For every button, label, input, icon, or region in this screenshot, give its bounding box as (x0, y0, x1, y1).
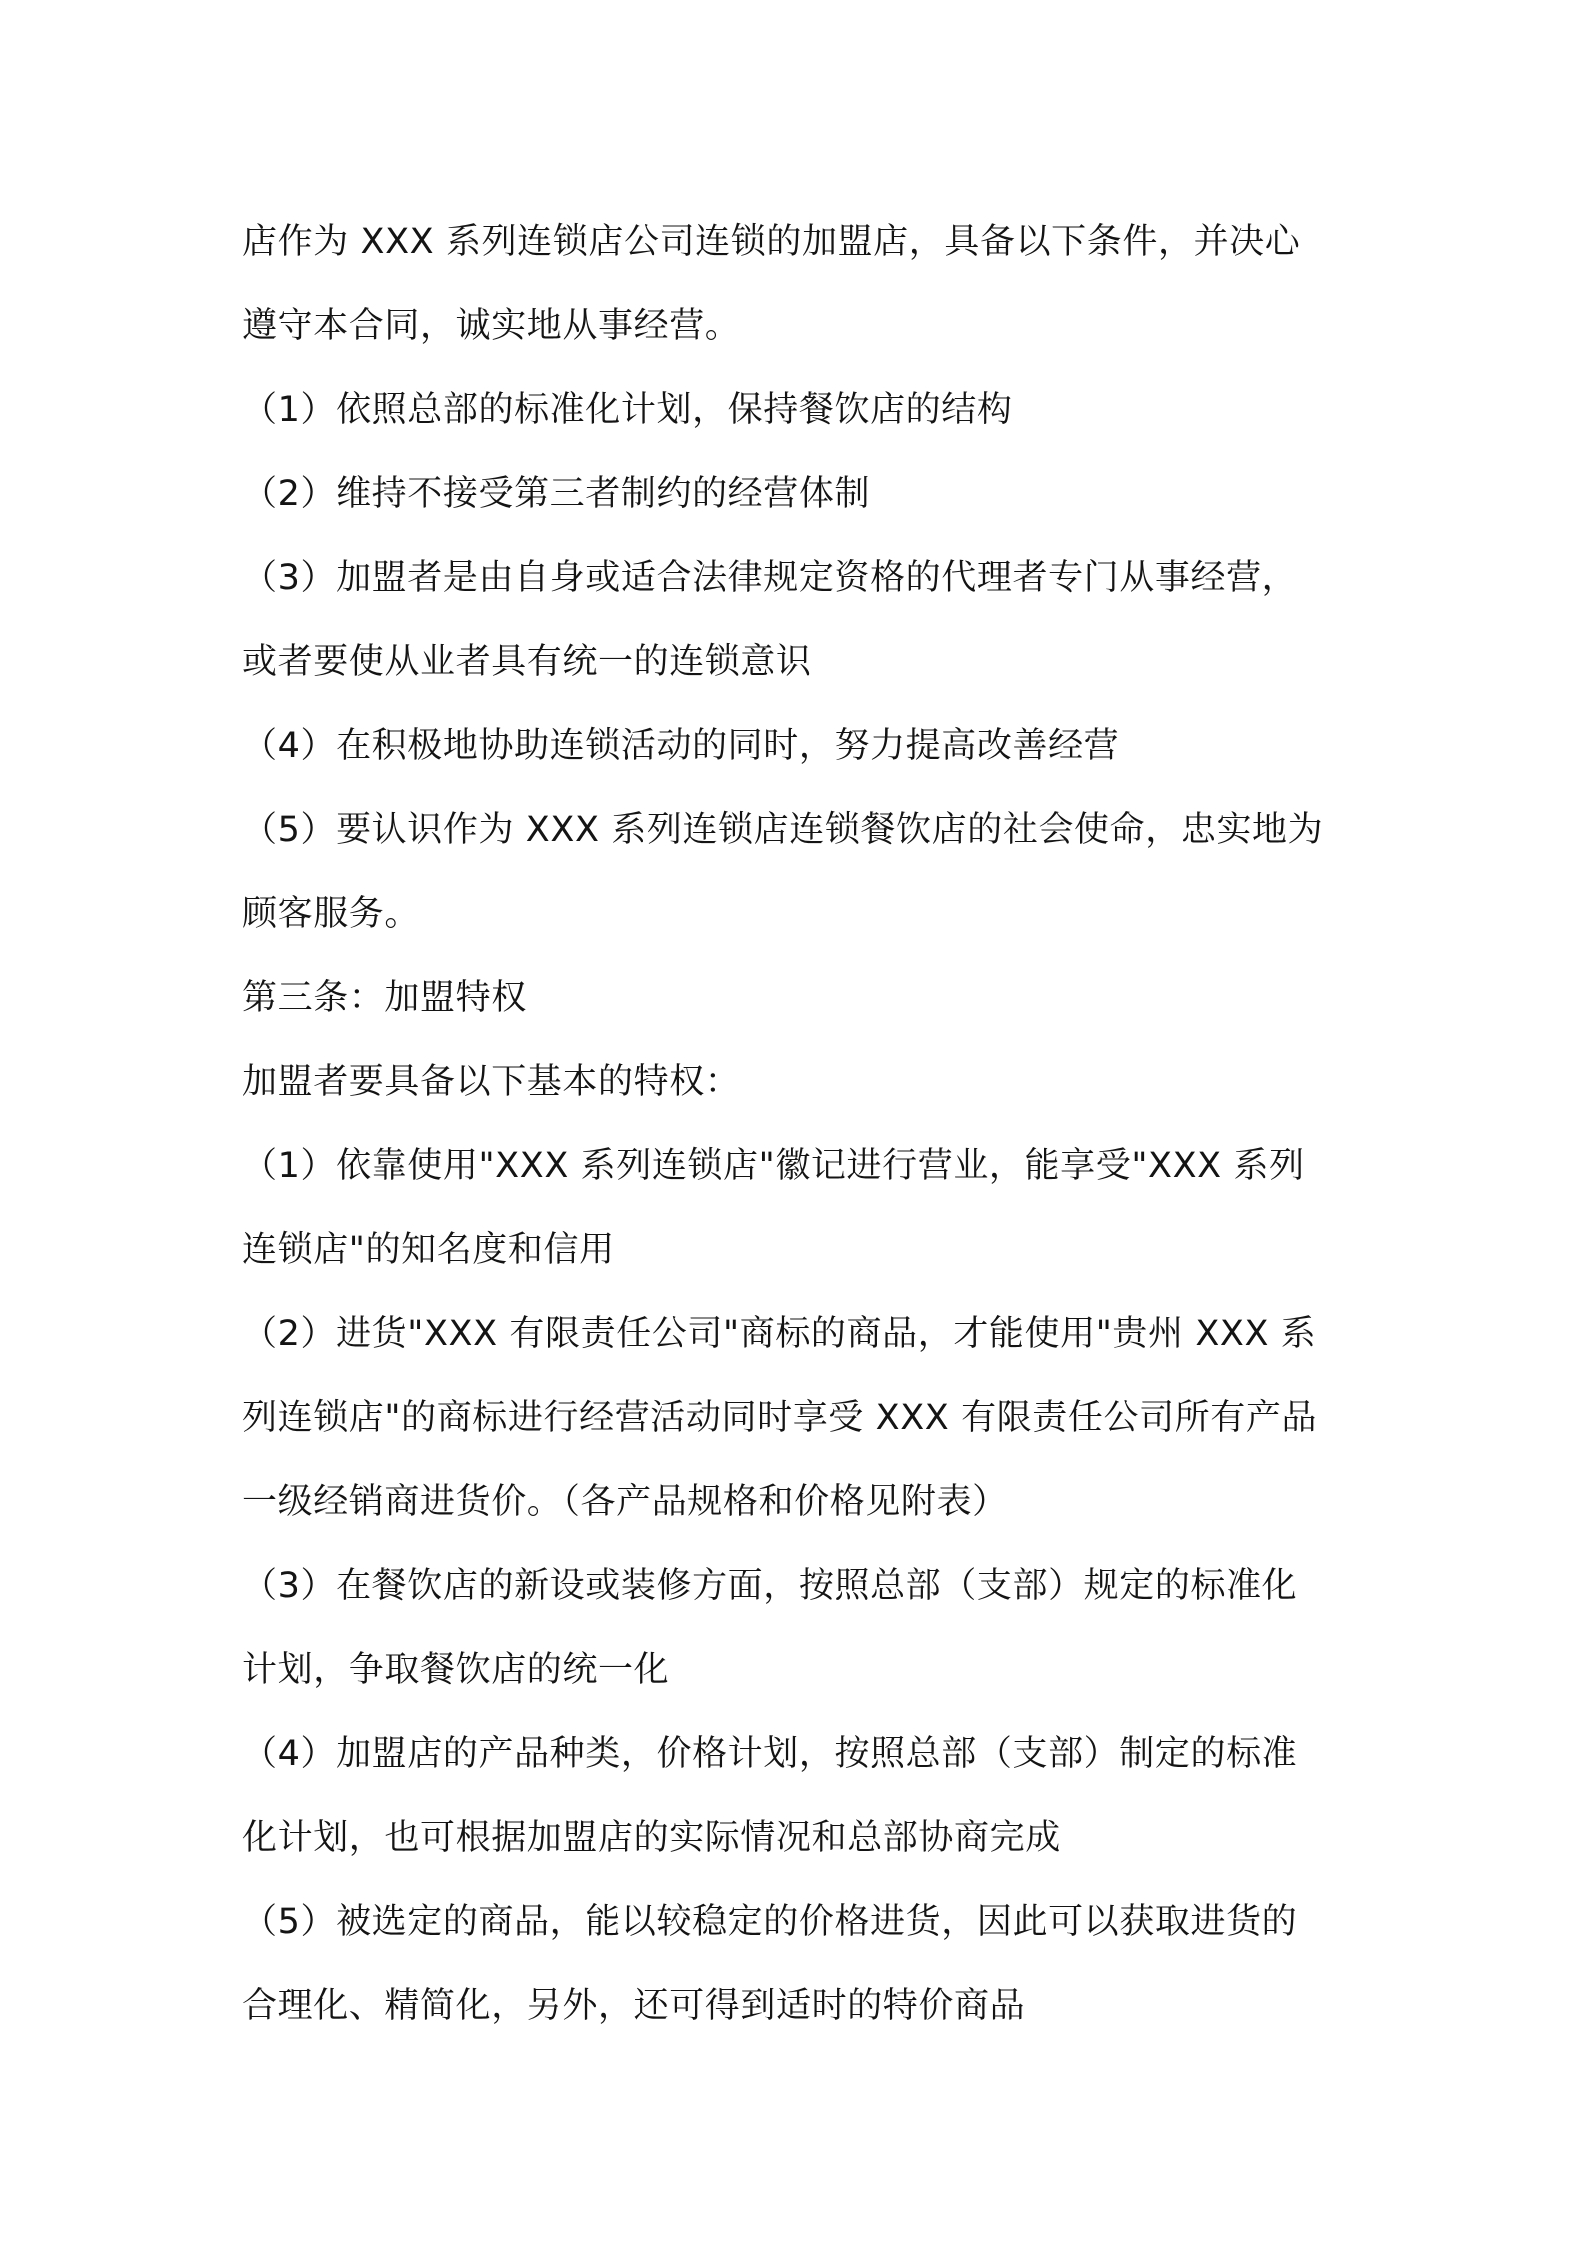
document-body (242, 200, 1362, 2048)
text-line: 计划，争取餐饮店的统一化 (242, 1650, 670, 1690)
section-heading-article-3 (242, 956, 1362, 1040)
text-line: （4）加盟店的产品种类，价格计划，按照总部（支部）制定的标准 (242, 1734, 1298, 1774)
list-item-privilege-3 (242, 1544, 1362, 1712)
text-line: （4）在积极地协助连锁活动的同时，努力提高改善经营 (242, 726, 1120, 766)
text-line: （2）进货"XXX 有限责任公司"商标的商品，才能使用"贵州 XXX 系 (242, 1314, 1317, 1354)
text-line: 加盟者要具备以下基本的特权： (242, 1062, 741, 1102)
text-line: 店作为 XXX 系列连锁店公司连锁的加盟店，具备以下条件，并决心 (242, 222, 1301, 262)
text-line: 或者要使从业者具有统一的连锁意识 (242, 642, 812, 682)
text-line: （3）加盟者是由自身或适合法律规定资格的代理者专门从事经营， (242, 558, 1298, 598)
text-line: （3）在餐饮店的新设或装修方面，按照总部（支部）规定的标准化 (242, 1566, 1298, 1606)
list-item-privilege-2 (242, 1292, 1362, 1544)
list-item-condition-1 (242, 368, 1362, 452)
paragraph-privileges-intro (242, 1040, 1362, 1124)
text-line: 列连锁店"的商标进行经营活动同时享受 XXX 有限责任公司所有产品 (242, 1398, 1318, 1438)
paragraph-franchise-conditions-intro (242, 200, 1362, 368)
text-line: （2）维持不接受第三者制约的经营体制 (242, 474, 871, 514)
list-item-condition-3 (242, 536, 1362, 704)
text-line: 顾客服务。 (242, 894, 421, 934)
text-line: （5）被选定的商品，能以较稳定的价格进货，因此可以获取进货的 (242, 1902, 1298, 1942)
text-line: （1）依靠使用"XXX 系列连锁店"徽记进行营业，能享受"XXX 系列 (242, 1146, 1305, 1186)
text-line: （1）依照总部的标准化计划，保持餐饮店的结构 (242, 390, 1013, 430)
text-line: （5）要认识作为 XXX 系列连锁店连锁餐饮店的社会使命，忠实地为 (242, 810, 1324, 850)
list-item-condition-4 (242, 704, 1362, 788)
text-line: 遵守本合同，诚实地从事经营。 (242, 306, 741, 346)
list-item-condition-2 (242, 452, 1362, 536)
text-line: 一级经销商进货价。（各产品规格和价格见附表） (242, 1482, 1008, 1522)
list-item-privilege-4 (242, 1712, 1362, 1880)
list-item-privilege-5 (242, 1880, 1362, 2048)
heading-line: 第三条：加盟特权 (242, 978, 527, 1018)
list-item-condition-5 (242, 788, 1362, 956)
text-line: 连锁店"的知名度和信用 (242, 1230, 615, 1270)
list-item-privilege-1 (242, 1124, 1362, 1292)
text-line: 合理化、精简化，另外，还可得到适时的特价商品 (242, 1986, 1026, 2026)
text-line: 化计划，也可根据加盟店的实际情况和总部协商完成 (242, 1818, 1061, 1858)
